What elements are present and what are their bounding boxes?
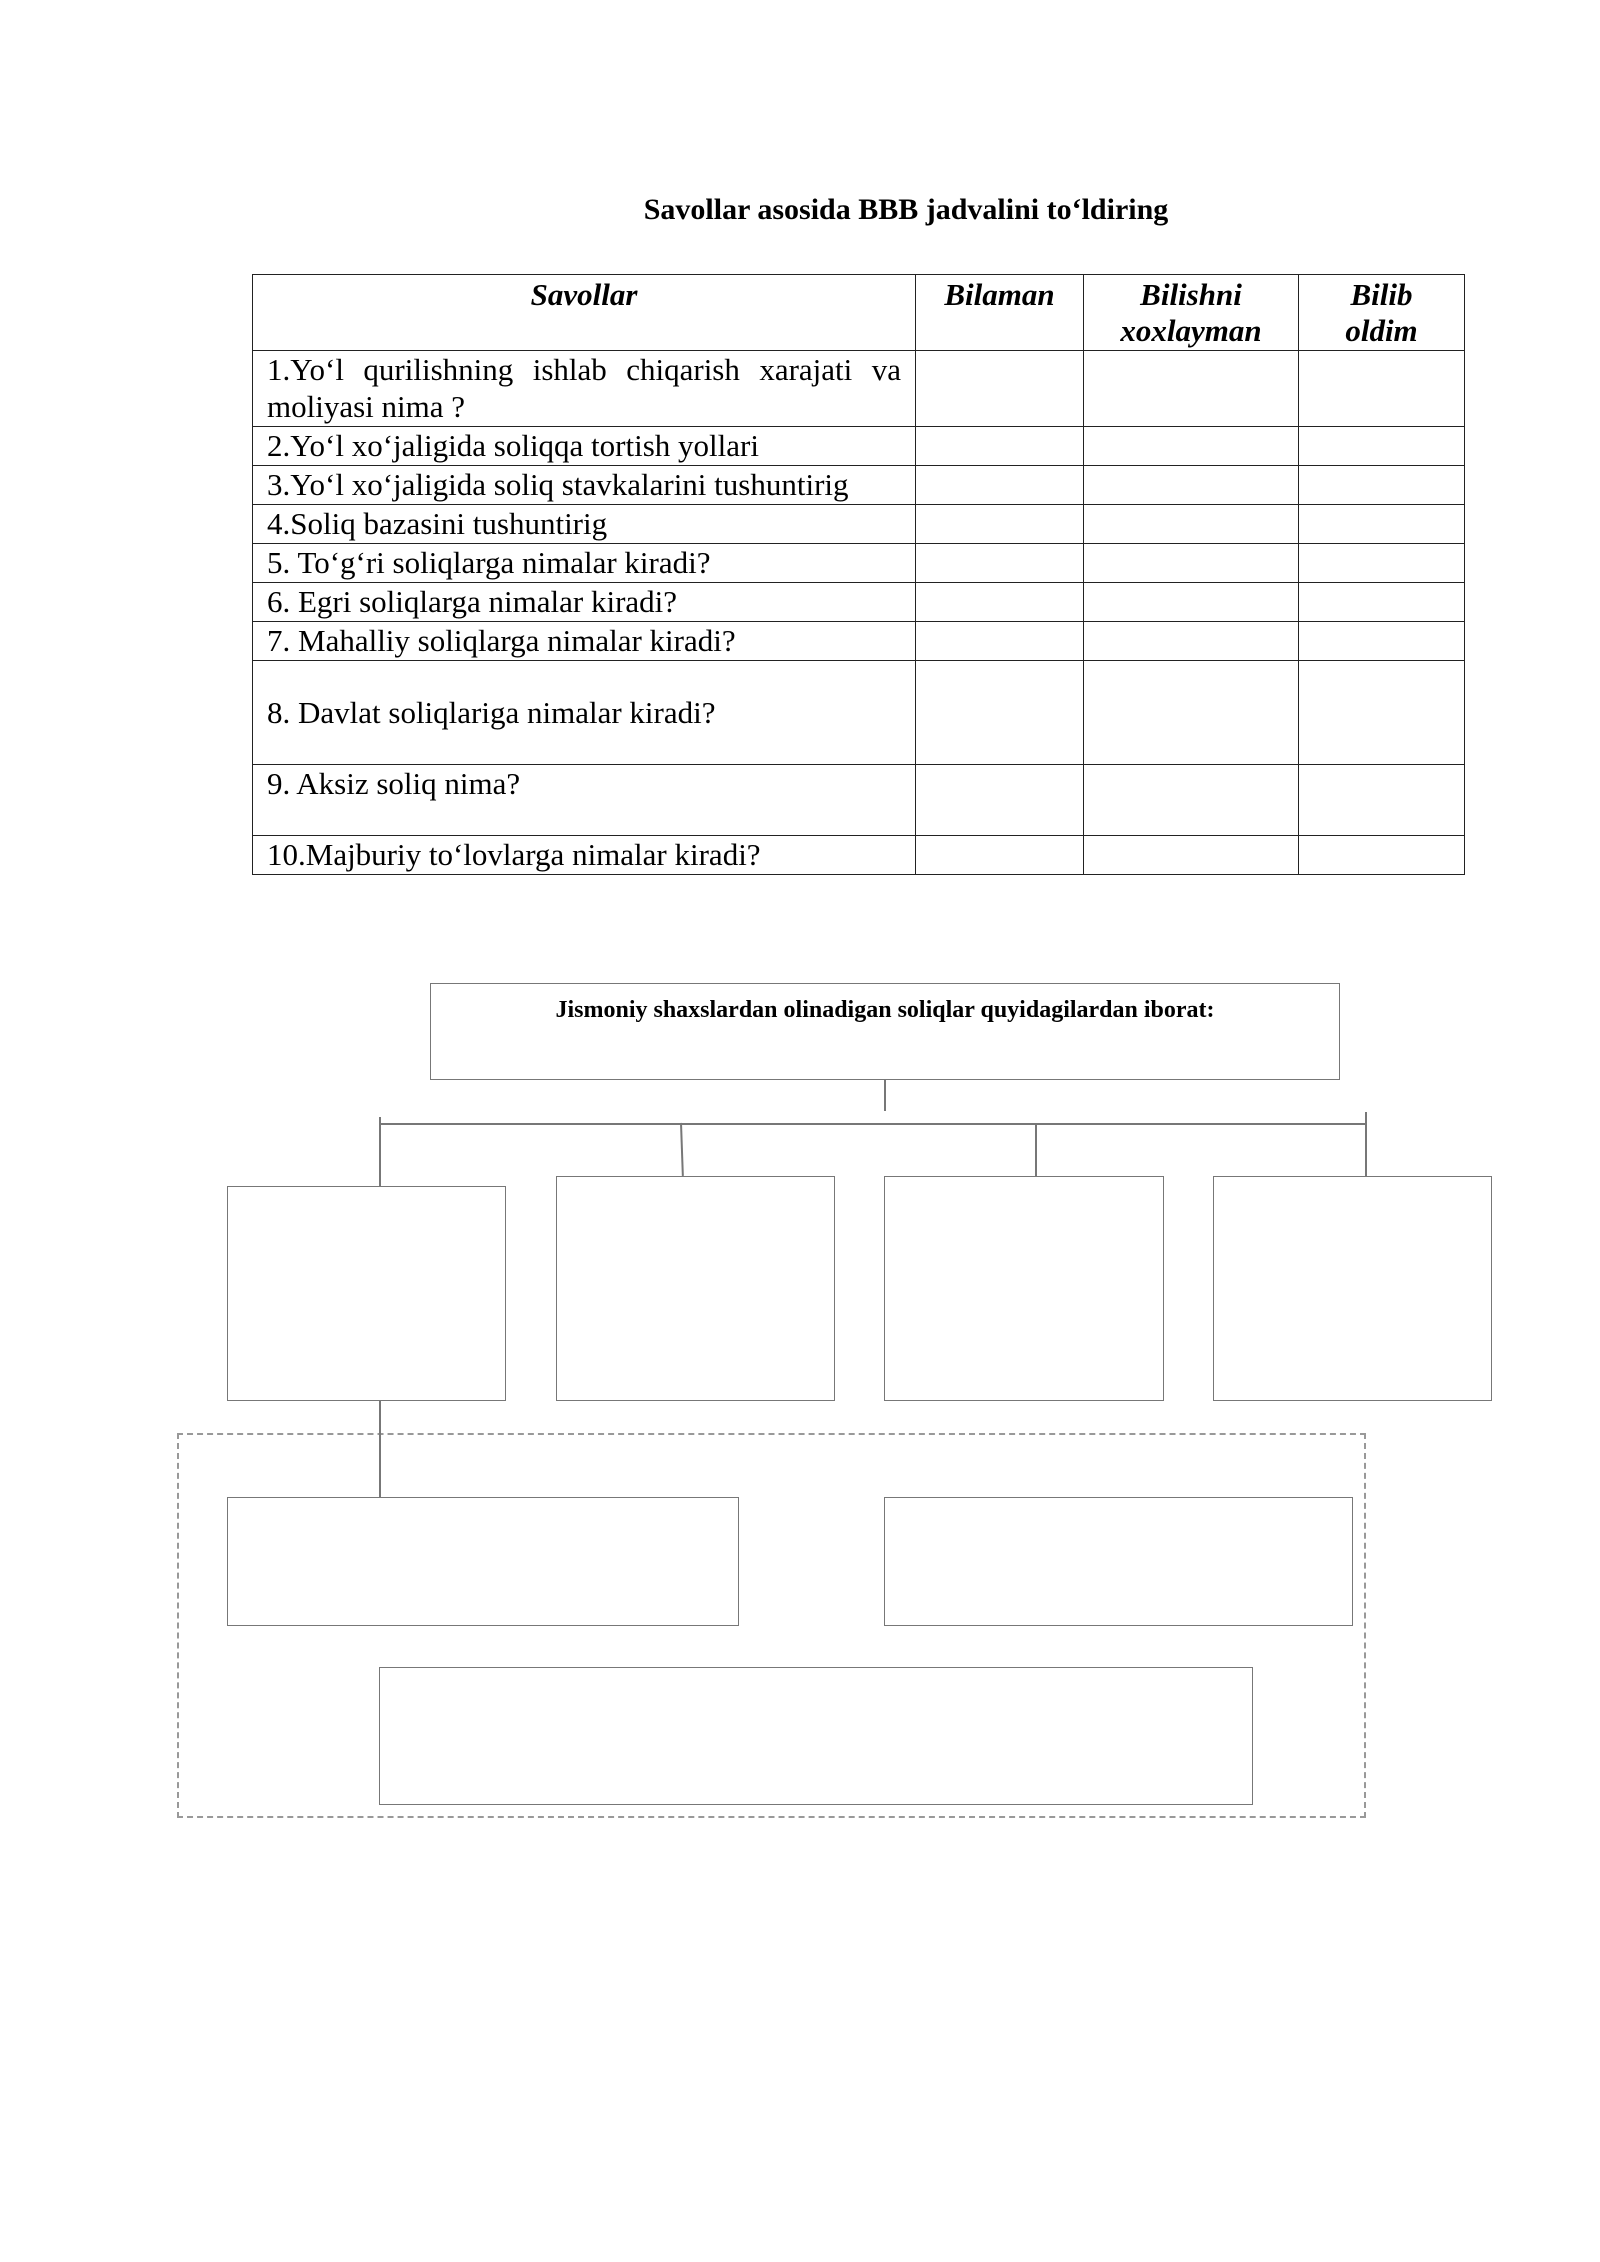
connector-to-box-4 <box>1365 1123 1367 1176</box>
header-bilib-line1: Bilib <box>1350 277 1413 312</box>
question-cell: 10.Majburiy to‘lovlarga nimalar kiradi? <box>253 836 916 875</box>
table-row <box>253 661 1465 765</box>
bilishni-xoxlayman-cell[interactable] <box>1084 583 1299 622</box>
bilaman-cell[interactable] <box>916 661 1084 765</box>
bilishni-xoxlayman-cell[interactable] <box>1084 836 1299 875</box>
table-row <box>253 765 1465 836</box>
table-row <box>253 836 1465 875</box>
sub-box-right[interactable] <box>884 1497 1353 1626</box>
connector-bus-left-end <box>379 1117 381 1124</box>
question-cell: 5. To‘g‘ri soliqlarga nimalar kiradi? <box>253 544 916 583</box>
header-bilib-oldim <box>1299 275 1465 351</box>
bilishni-xoxlayman-cell[interactable] <box>1084 544 1299 583</box>
connector-to-box-3 <box>1035 1123 1037 1176</box>
bilib-oldim-cell[interactable] <box>1299 765 1465 836</box>
connector-bus-right-end <box>1365 1112 1367 1124</box>
page-title: Savollar asosida BBB jadvalini to‘ldiring <box>643 193 1169 226</box>
header-bilishni-xoxlayman <box>1084 275 1299 351</box>
connector-to-box-2 <box>680 1123 683 1176</box>
bilib-oldim-cell[interactable] <box>1299 505 1465 544</box>
header-bilaman: Bilaman <box>916 275 1084 351</box>
sub-box-bottom[interactable] <box>379 1667 1253 1805</box>
bilishni-xoxlayman-cell[interactable] <box>1084 505 1299 544</box>
bilaman-cell[interactable] <box>916 836 1084 875</box>
table-row <box>253 466 1465 505</box>
tax-category-box-3[interactable] <box>884 1176 1164 1401</box>
header-savollar: Savollar <box>253 275 916 351</box>
bilishni-xoxlayman-cell[interactable] <box>1084 466 1299 505</box>
tax-category-box-2[interactable] <box>556 1176 835 1401</box>
connector-to-box-1 <box>379 1123 381 1186</box>
question-cell: 9. Aksiz soliq nima? <box>253 765 916 836</box>
bilaman-cell[interactable] <box>916 351 1084 427</box>
question-cell: 8. Davlat soliqlariga nimalar kiradi? <box>253 661 916 765</box>
question-cell: 2.Yo‘l xo‘jaligida soliqqa tortish yollari <box>253 427 916 466</box>
bilib-oldim-cell[interactable] <box>1299 544 1465 583</box>
header-bilishni-line1: Bilishni <box>1140 277 1242 312</box>
bilishni-xoxlayman-cell[interactable] <box>1084 765 1299 836</box>
tax-category-box-4[interactable] <box>1213 1176 1492 1401</box>
bilib-oldim-cell[interactable] <box>1299 661 1465 765</box>
bilaman-cell[interactable] <box>916 427 1084 466</box>
bilishni-xoxlayman-cell[interactable] <box>1084 351 1299 427</box>
question-cell: 6. Egri soliqlarga nimalar kiradi? <box>253 583 916 622</box>
header-bilib-line2: oldim <box>1345 313 1418 348</box>
table-header-row <box>253 275 1465 351</box>
header-bilishni-line2: xoxlayman <box>1120 313 1262 348</box>
question-cell: 1.Yo‘l qurilishning ishlab chiqarish xarajati va moliyasi nima ? <box>253 351 916 427</box>
bilib-oldim-cell[interactable] <box>1299 466 1465 505</box>
question-cell: 4.Soliq bazasini tushuntirig <box>253 505 916 544</box>
bilishni-xoxlayman-cell[interactable] <box>1084 661 1299 765</box>
table-row <box>253 544 1465 583</box>
question-cell: 3.Yo‘l xo‘jaligida soliq stavkalarini tushuntirig <box>253 466 916 505</box>
tax-category-box-1[interactable] <box>227 1186 506 1401</box>
bilib-oldim-cell[interactable] <box>1299 351 1465 427</box>
bilaman-cell[interactable] <box>916 765 1084 836</box>
connector-root-down <box>884 1080 886 1111</box>
sub-box-left[interactable] <box>227 1497 739 1626</box>
bilaman-cell[interactable] <box>916 622 1084 661</box>
bilaman-cell[interactable] <box>916 583 1084 622</box>
table-row <box>253 351 1465 427</box>
bilaman-cell[interactable] <box>916 466 1084 505</box>
bilishni-xoxlayman-cell[interactable] <box>1084 427 1299 466</box>
bilib-oldim-cell[interactable] <box>1299 836 1465 875</box>
bilib-oldim-cell[interactable] <box>1299 427 1465 466</box>
table-row <box>253 427 1465 466</box>
bilib-oldim-cell[interactable] <box>1299 622 1465 661</box>
bilishni-xoxlayman-cell[interactable] <box>1084 622 1299 661</box>
bilib-oldim-cell[interactable] <box>1299 583 1465 622</box>
table-row <box>253 583 1465 622</box>
diagram-root-box: Jismoniy shaxslardan olinadigan soliqlar quyidagilardan iborat: <box>430 983 1340 1080</box>
bilaman-cell[interactable] <box>916 505 1084 544</box>
bbb-table <box>252 274 1465 875</box>
connector-box1-to-sub-box <box>379 1401 381 1497</box>
table-row <box>253 622 1465 661</box>
question-cell: 7. Mahalliy soliqlarga nimalar kiradi? <box>253 622 916 661</box>
connector-horizontal-bus <box>379 1123 1365 1125</box>
bilaman-cell[interactable] <box>916 544 1084 583</box>
table-row <box>253 505 1465 544</box>
